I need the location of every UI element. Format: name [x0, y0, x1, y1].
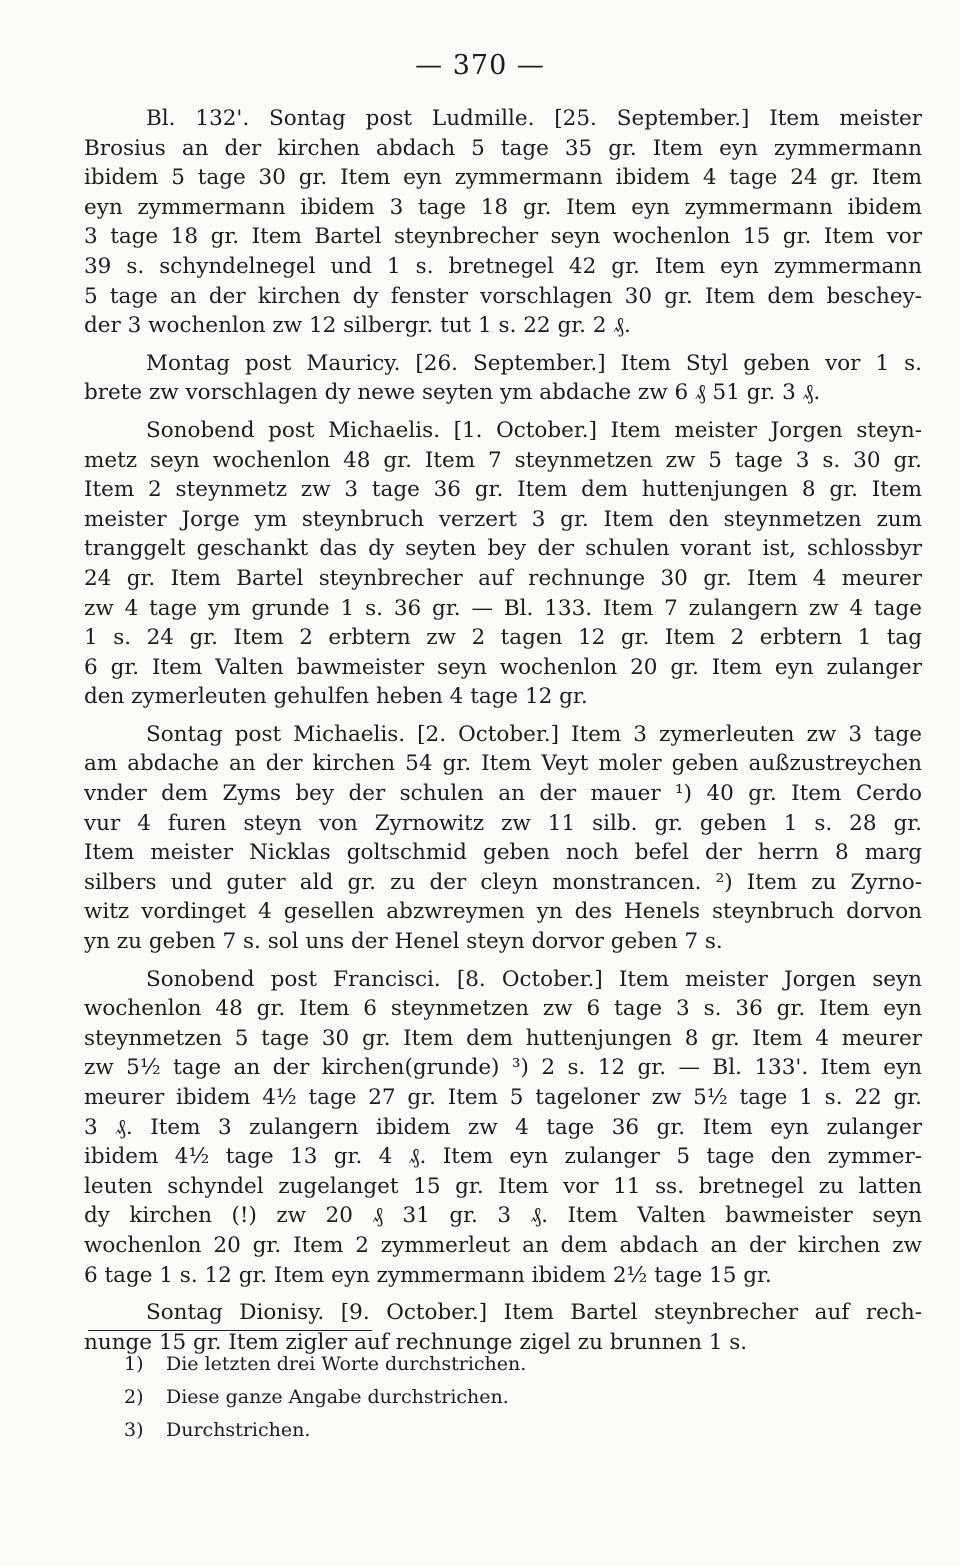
- text-line: Sonobend post Michaelis. [1. October.] Item meister Jorgen steyn-: [146, 417, 922, 443]
- text-line: Montag post Mauricy. [26. September.] Item Styl geben vor 1 s.: [146, 350, 922, 376]
- text-line: 5 tage an der kirchen dy fenster vorschlagen 30 gr. Item dem beschey-: [84, 283, 922, 309]
- text-line: metz seyn wochenlon 48 gr. Item 7 steynmetzen zw 5 tage 3 s. 30 gr.: [84, 447, 922, 473]
- footnote-number: 2): [124, 1386, 144, 1408]
- text-line: am abdache an der kirchen 54 gr. Item Veyt moler geben außzustreychen: [84, 751, 922, 777]
- text-line: leuten schyndel zugelanget 15 gr. Item vor 11 ss. bretnegel zu latten: [84, 1173, 922, 1199]
- text-line: zw 4 tage ym grunde 1 s. 36 gr. — Bl. 133. Item 7 zulangern zw 4 tage: [84, 595, 922, 621]
- footnote-text: Durchstrichen.: [166, 1419, 311, 1441]
- footnote-text: Diese ganze Angabe durchstrichen.: [166, 1386, 509, 1408]
- text-line: tranggelt geschankt das dy seyten bey der schulen vorant ist, schlossbyr: [84, 536, 922, 562]
- text-line: 1 s. 24 gr. Item 2 erbtern zw 2 tagen 12 gr. Item 2 erbtern 1 tag: [84, 625, 922, 651]
- page-number: — 370 —: [415, 50, 545, 81]
- text-line: den zymerleuten gehulfen heben 4 tage 12 gr.: [84, 684, 588, 710]
- paragraph: [84, 965, 922, 1291]
- text-line: Item meister Nicklas goltschmid geben noch befel der herrn 8 marg: [84, 840, 922, 866]
- paragraph: [84, 349, 922, 408]
- paragraph: [84, 416, 922, 712]
- text-line: vnder dem Zyms bey der schulen an der mauer ¹) 40 gr. Item Cerdo: [84, 781, 922, 807]
- text-line: Sonobend post Francisci. [8. October.] Item meister Jorgen seyn: [146, 966, 922, 992]
- footnotes: [124, 1348, 526, 1447]
- text-line: Brosius an der kirchen abdach 5 tage 35 gr. Item eyn zymmermann: [84, 135, 922, 161]
- text-line: der 3 wochenlon zw 12 silbergr. tut 1 s. 22 gr. 2 ₰.: [84, 313, 631, 339]
- footnote-text: Die letzten drei Worte durchstrichen.: [166, 1353, 527, 1375]
- text-line: ibidem 5 tage 30 gr. Item eyn zymmermann ibidem 4 tage 24 gr. Item: [84, 165, 922, 191]
- text-line: wochenlon 48 gr. Item 6 steynmetzen zw 6 tage 3 s. 36 gr. Item eyn: [84, 996, 922, 1022]
- footnote: [124, 1414, 526, 1447]
- footnote: [124, 1348, 526, 1381]
- text-line: Sontag Dionisy. [9. October.] Item Bartel steynbrecher auf rech-: [146, 1300, 922, 1326]
- text-line: 6 gr. Item Valten bawmeister seyn wochenlon 20 gr. Item eyn zulanger: [84, 654, 922, 680]
- text-line: eyn zymmermann ibidem 3 tage 18 gr. Item eyn zymmermann ibidem: [84, 194, 922, 220]
- paragraph: [84, 104, 922, 341]
- footnote-number: 1): [124, 1353, 144, 1375]
- text-line: Bl. 132'. Sontag post Ludmille. [25. September.] Item meister: [146, 106, 922, 131]
- text-line: 6 tage 1 s. 12 gr. Item eyn zymmermann ibidem 2½ tage 15 gr.: [84, 1262, 772, 1288]
- text-line: yn zu geben 7 s. sol uns der Henel steyn dorvor geben 7 s.: [84, 929, 723, 955]
- paragraph: [84, 720, 922, 957]
- text-line: steynmetzen 5 tage 30 gr. Item dem huttenjungen 8 gr. Item 4 meurer: [84, 1025, 922, 1051]
- text-line: dy kirchen (!) zw 20 ₰ 31 gr. 3 ₰. Item Valten bawmeister seyn: [84, 1203, 922, 1229]
- text-line: 3 ₰. Item 3 zulangern ibidem zw 4 tage 36 gr. Item eyn zulanger: [84, 1114, 922, 1140]
- text-line: brete zw vorschlagen dy newe seyten ym abdache zw 6 ₰ 51 gr. 3 ₰.: [84, 380, 821, 406]
- text-line: Item 2 steynmetz zw 3 tage 36 gr. Item dem huttenjungen 8 gr. Item: [84, 477, 922, 503]
- footnote-number: 3): [124, 1419, 144, 1441]
- text-line: meurer ibidem 4½ tage 27 gr. Item 5 tageloner zw 5½ tage 1 s. 22 gr.: [84, 1085, 922, 1110]
- text-line: 24 gr. Item Bartel steynbrecher auf rechnunge 30 gr. Item 4 meurer: [84, 565, 922, 591]
- text-line: nunge 15 gr. Item zigler auf rechnunge zigel zu brunnen 1 s.: [84, 1329, 748, 1355]
- text-line: ibidem 4½ tage 13 gr. 4 ₰. Item eyn zulanger 5 tage den zymmer-: [84, 1144, 922, 1170]
- footnote-separator: [88, 1330, 372, 1331]
- text-line: wochenlon 20 gr. Item 2 zymmerleut an dem abdach an der kirchen zw: [84, 1232, 922, 1258]
- text-line: silbers und guter ald gr. zu der cleyn monstrancen. ²) Item zu Zyrno-: [84, 869, 922, 895]
- text-line: 39 s. schyndelnegel und 1 s. bretnegel 42 gr. Item eyn zymmermann: [84, 253, 922, 279]
- body-text: [84, 104, 922, 1365]
- text-line: zw 5½ tage an der kirchen(grunde) ³) 2 s. 12 gr. — Bl. 133'. Item eyn: [84, 1055, 922, 1081]
- text-line: witz vordinget 4 gesellen abzwreymen yn des Henels steynbruch dorvon: [84, 899, 922, 925]
- text-line: Sontag post Michaelis. [2. October.] Item 3 zymerleuten zw 3 tage: [146, 721, 922, 747]
- footnote: [124, 1381, 526, 1414]
- text-line: meister Jorge ym steynbruch verzert 3 gr. Item den steynmetzen zum: [84, 506, 922, 532]
- text-line: 3 tage 18 gr. Item Bartel steynbrecher seyn wochenlon 15 gr. Item vor: [84, 224, 922, 250]
- text-line: vur 4 furen steyn von Zyrnowitz zw 11 silb. gr. geben 1 s. 28 gr.: [84, 810, 922, 836]
